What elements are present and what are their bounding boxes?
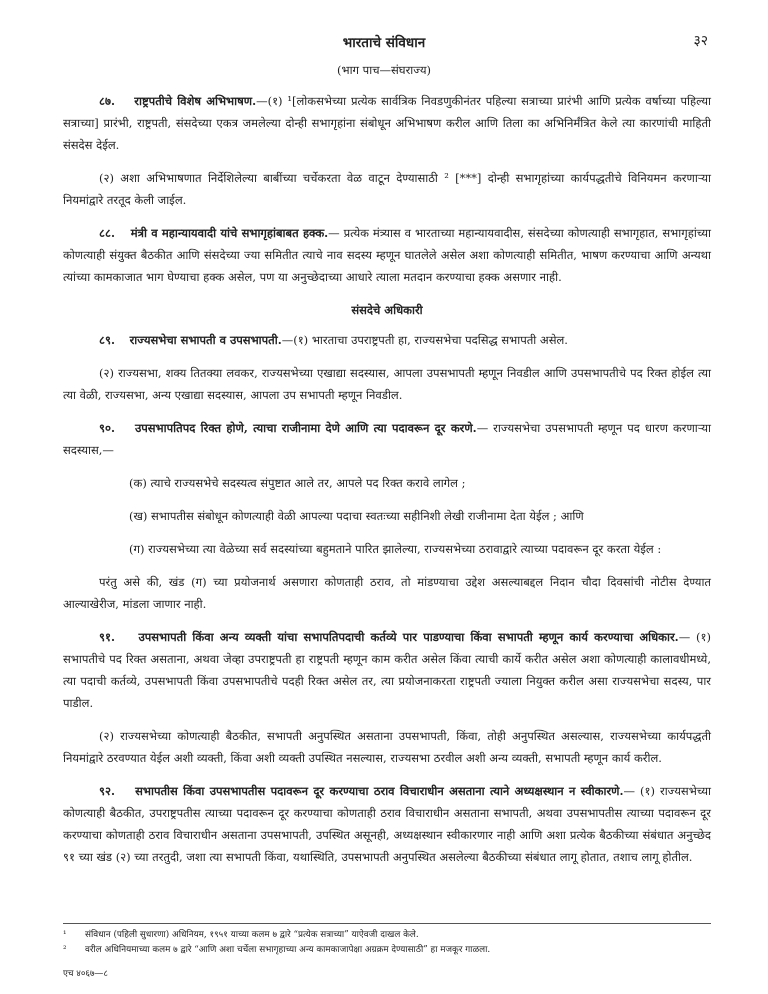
- article-title: सभापतीस किंवा उपसभापतीस पदावरून दूर करण्याचा ठराव विचाराधीन असताना त्याने अध्यक्षस्थान न स्वीकारणे.: [135, 784, 624, 798]
- article-87-clause-2: (२) अशा अभिभाषणात निर्देशिलेल्या बाबींच्या चर्चेकरता वेळ वाटून देण्यासाठी ² [***] दोन्ही सभागृहांच्या कार्यपद्धतीचे विनियमन करणाऱ्या नियमांद्वारे तरतूद केली जाईल.: [63, 171, 711, 207]
- article-title: राज्यसभेचा सभापती व उपसभापती.: [129, 333, 282, 347]
- footnotes: [63, 928, 711, 958]
- section-heading: संसदेचे अधिकारी: [351, 303, 423, 317]
- article-91-clause-1: [63, 626, 711, 714]
- article-89-clause-2: (२) राज्यसभा, शक्य तितक्या लवकर, राज्यसभेच्या एखाद्या सदस्यास, आपला उपसभापती म्हणून निवडील आणि उपसभापतीचे पद रिक्त होईल त्या त्या वेळी, राज्यसभा, अन्य एखाद्या सदस्यास, आपला उप सभापती म्हणून निवडील.: [63, 366, 711, 402]
- article-text: — (१) राज्यसभेच्या कोणत्याही बैठकीत, उपराष्ट्रपतीस त्याच्या पदावरून दूर करण्याचा कोणताही ठराव विचाराधीन असताना सभापती, अथवा उपसभापतीस त्याच्या पदावरून दूर करण्याचा कोणताही ठराव विचाराधीन असताना उपसभापती, उपस्थित असूनही, अध्यक्षस्थान स्वीकारणार नाही आणि अशा प्रत्येक बैठकीच्या संबंधात अनुच्छेद ९१ च्या खंड (२) च्या तरतुदी, जशा त्या सभापती किंवा, यथास्थिति, उपसभापती अनुपस्थित असलेल्या बैठकीच्या संबंधात लागू होतात, तशाच लागू होतील.: [63, 784, 711, 864]
- article-text: —(१) ¹[लोकसभेच्या प्रत्येक सार्वत्रिक निवडणुकीनंतर पहिल्या सत्राच्या प्रारंभी आणि प्रत्येक वर्षाच्या पहिल्या सत्राच्या] प्रारंभी, राष्ट्रपती, संसदेच्या एकत्र जमलेल्या दोन्ही सभागृहांना संबोधून अभिभाषण करील आणि तिला का अभिनिर्मंत्रित केले त्या कारणांची माहिती संसदेस देईल.: [63, 94, 711, 152]
- document-body: [63, 90, 711, 879]
- article-89-clause-1: [63, 329, 711, 351]
- article-number: ८८.: [99, 226, 115, 240]
- article-number: ९०.: [99, 421, 115, 435]
- article-90-item-b: (ख) सभापतीस संबोधून कोणत्याही वेळी आपल्या पदाचा स्वतःच्या सहीनिशी लेखी राजीनामा देता येईल ; आणि: [129, 509, 584, 523]
- printer-code: एच ४०६७—८: [63, 969, 108, 979]
- article-90-item-c: (ग) राज्यसभेच्या त्या वेळेच्या सर्व सदस्यांच्या बहुमताने पारित झालेल्या, राज्यसभेच्या ठरावाद्वारे त्याच्या पदावरून दूर करता येईल :: [129, 542, 662, 556]
- page-number: ३२: [693, 33, 708, 49]
- footnote-2: [63, 943, 711, 958]
- footnote-marker: ¹: [63, 930, 67, 940]
- footnote-text: वरील अधिनियमाच्या कलम ७ द्वारे “आणि अशा चर्चेला सभागृहाच्या अन्य कामकाजापेक्षा अग्रक्रम देण्यासाठी” हा मजकूर गाळला.: [85, 945, 491, 955]
- part-subtitle: (भाग पाच—संघराज्य): [337, 63, 431, 77]
- footnote-divider: [63, 923, 711, 924]
- page-title: भारताचे संविधान: [342, 35, 426, 51]
- article-90: [63, 417, 711, 461]
- article-91-clause-2: (२) राज्यसभेच्या कोणत्याही बैठकीत, सभापती अनुपस्थित असताना उपसभापती, किंवा, तोही अनुपस्थित असल्यास, राज्यसभेच्या कार्यपद्धती नियमांद्वारे ठरवण्यात येईल अशी व्यक्ती, किंवा अशी व्यक्ती उपस्थित नसल्यास, राज्यसभा ठरवील अशी अन्य व्यक्ती, सभापती म्हणून कार्य करील.: [63, 729, 711, 765]
- article-title: मंत्री व महान्यायवादी यांचे सभागृहांबाबत हक्क.: [130, 226, 329, 240]
- article-90-item-a: (क) त्याचे राज्यसभेचे सदस्यत्व संपुष्टात आले तर, आपले पद रिक्त करावे लागेल ;: [129, 476, 466, 490]
- article-number: ८९.: [99, 333, 115, 347]
- article-87-clause-1: [63, 90, 711, 156]
- article-title: राष्ट्रपतीचे विशेष अभिभाषण.: [134, 94, 257, 108]
- footnote-1: [63, 928, 711, 943]
- footnote-marker: ²: [63, 945, 67, 955]
- article-number: ८७.: [99, 94, 115, 108]
- article-number: ९१.: [99, 630, 115, 644]
- article-number: ९२.: [99, 784, 115, 798]
- article-text: — (१) सभापतीचे पद रिक्त असताना, अथवा जेव्हा उपराष्ट्रपती हा राष्ट्रपती म्हणून काम करीत असेल किंवा त्याची कार्ये करीत असेल अशा कोणत्याही कालावधीमध्ये, त्या पदाची कर्तव्ये, उपसभापती किंवा उपसभापतीचे पदही रिक्त असेल तर, त्या प्रयोजनाकरता राष्ट्रपती ज्याला नियुक्त करील असा राज्यसभेचा सदस्य, पार पाडील.: [63, 630, 712, 710]
- article-text: — प्रत्येक मंत्र्यास व भारताच्या महान्यायवादीस, संसदेच्या कोणत्याही सभागृहात, सभागृहांच्या कोणत्याही संयुक्त बैठकीत आणि संसदेच्या ज्या समितीत त्याचे नाव सदस्य म्हणून घातलेले असेल अशा कोणत्याही समितीत, भाषण करण्याचा आणि अन्यथा त्यांच्या कामकाजात भाग घेण्याचा हक्क असेल, पण या अनुच्छेदाच्या आधारे त्याला मतदान करण्याचा हक्क असणार नाही.: [63, 226, 712, 284]
- article-88: [63, 222, 711, 288]
- article-90-proviso: परंतु असे की, खंड (ग) च्या प्रयोजनार्थ असणारा कोणताही ठराव, तो मांडण्याचा उद्देश असल्याबद्दल निदान चौदा दिवसांची नोटीस देण्यात आल्याखेरीज, मांडला जाणार नाही.: [63, 575, 711, 611]
- article-title: उपसभापतिपद रिक्त होणे, त्याचा राजीनामा देणे आणि त्या पदावरून दूर करणे.: [134, 421, 477, 435]
- article-text: —(१) भारताचा उपराष्ट्रपती हा, राज्यसभेचा पदसिद्ध सभापती असेल.: [281, 333, 568, 347]
- article-title: उपसभापती किंवा अन्य व्यक्ती यांचा सभापतिपदाची कर्तव्ये पार पाडण्याचा किंवा सभापती म्हणून कार्य करण्याचा अधिकार.: [138, 630, 679, 644]
- footnote-text: संविधान (पहिली सुधारणा) अधिनियम, १९५१ याच्या कलम ७ द्वारे “प्रत्येक सत्राच्या” याऐवजी दाखल केले.: [85, 930, 419, 940]
- article-text: — राज्यसभेचा उपसभापती म्हणून पद धारण करणाऱ्या सदस्यास,—: [63, 421, 711, 457]
- article-92: [63, 780, 711, 868]
